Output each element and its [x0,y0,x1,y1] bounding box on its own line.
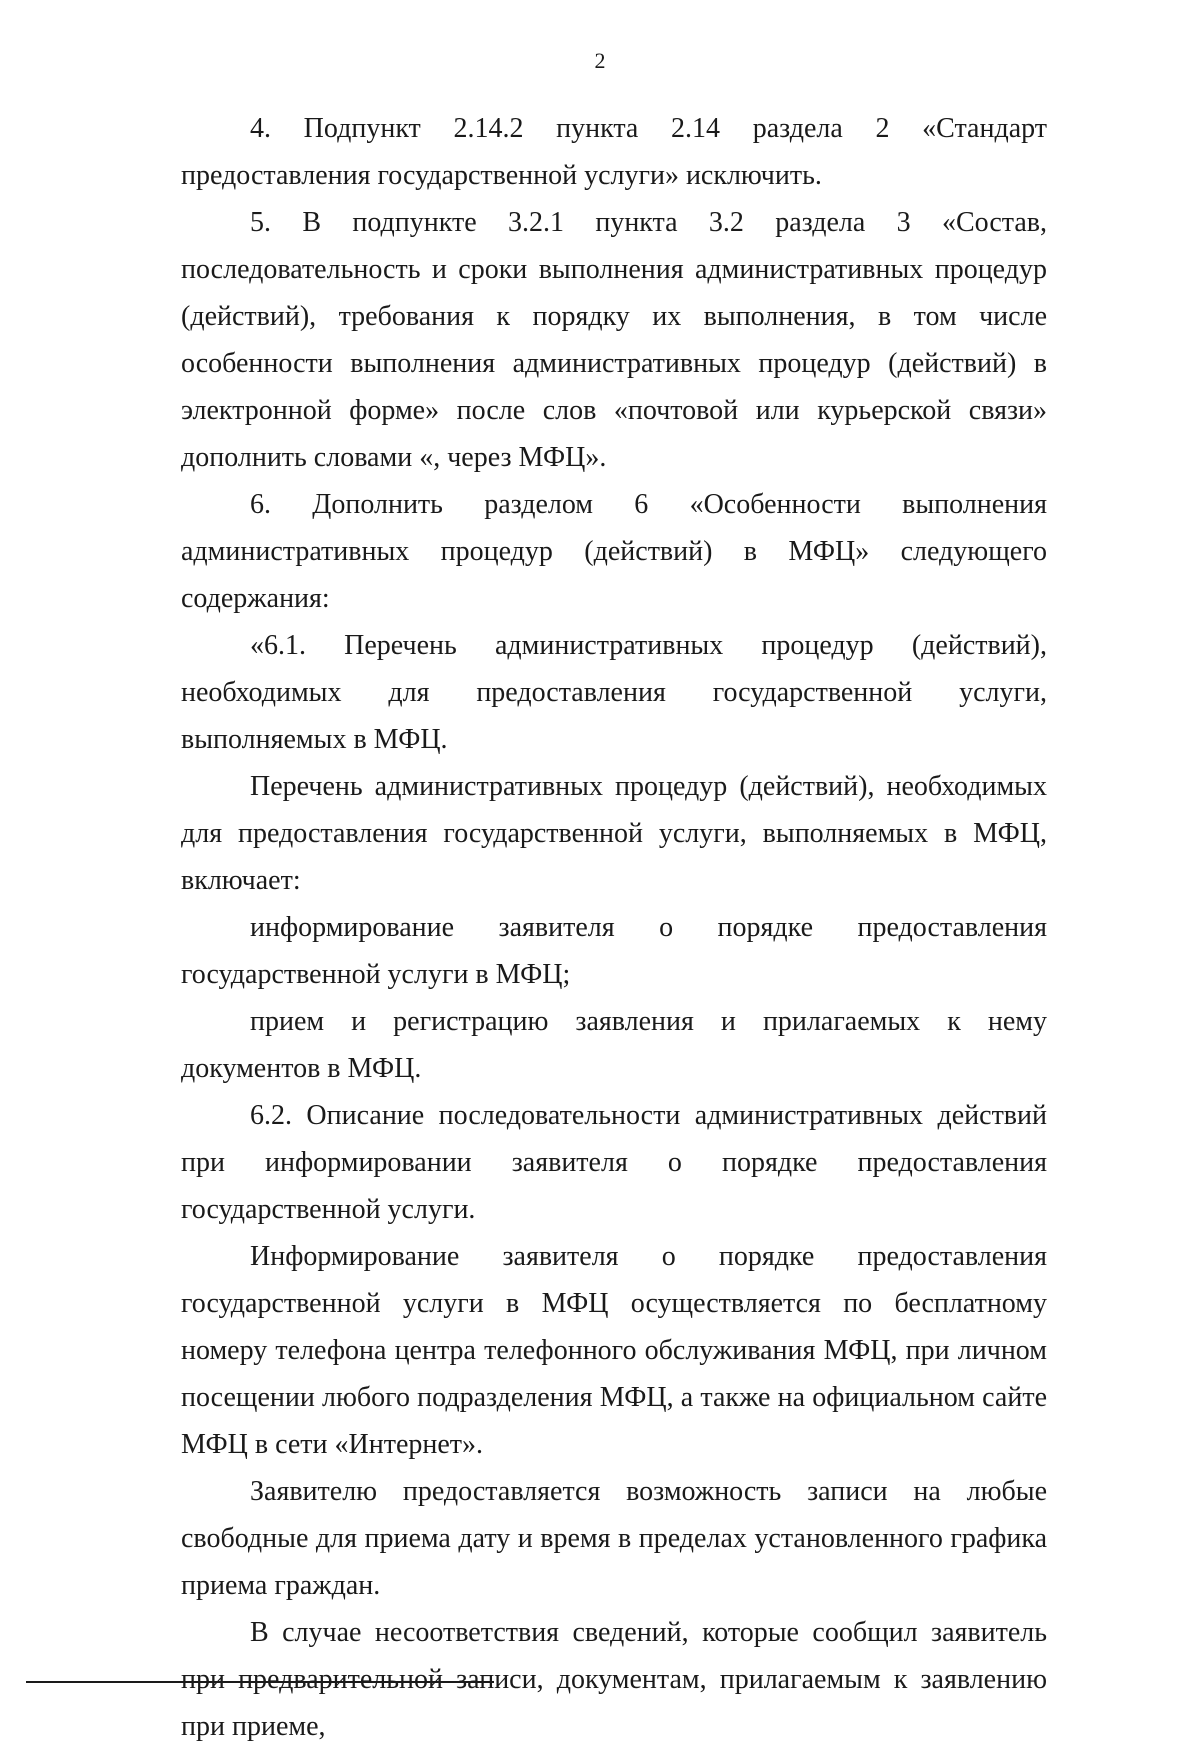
paragraph-item-6: 6. Дополнить разделом 6 «Особенности выполнения административных процедур (действий) в МФЦ» следующего содержания: [181,489,1047,614]
list-item-informing: информирование заявителя о порядке предоставления государственной услуги в МФЦ; [181,912,1047,990]
paragraph-6-2-title: 6.2. Описание последовательности административных действий при информировании заявителя о порядке предоставления государственной услуги. [181,1100,1047,1225]
page-number: 2 [594,48,606,73]
paragraph-item-4: 4. Подпункт 2.14.2 пункта 2.14 раздела 2 «Стандарт предоставления государственной услуги» исключить. [181,113,1047,191]
paragraph-informing-details: Информирование заявителя о порядке предоставления государственной услуги в МФЦ осуществляется по бесплатному номеру телефона центра телефонного обслуживания МФЦ, при личном посещении любого подразделения МФЦ, а также на официальном сайте МФЦ в сети «Интернет». [181,1241,1047,1460]
list-item-reception: прием и регистрацию заявления и прилагаемых к нему документов в МФЦ. [181,1006,1047,1084]
paragraph-item-5: 5. В подпункте 3.2.1 пункта 3.2 раздела 3 «Состав, последовательность и сроки выполнения административных процедур (действий), требования к порядку их выполнения, в том числе особенности выполнения административных процедур (действий) в электронной форме» после слов «почтовой или курьерской связи» дополнить словами «, через МФЦ». [181,207,1047,473]
footnote-separator-line [26,1681,494,1683]
document-body [181,105,1047,1750]
paragraph-mismatch: В случае несоответствия сведений, которые сообщил заявитель при предварительной записи, документам, прилагаемым к заявлению при приеме, [181,1617,1047,1742]
paragraph-6-1-title: «6.1. Перечень административных процедур (действий), необходимых для предоставления государственной услуги, выполняемых в МФЦ. [181,630,1047,755]
paragraph-procedures-list-intro: Перечень административных процедур (действий), необходимых для предоставления государственной услуги, выполняемых в МФЦ, включает: [181,771,1047,896]
paragraph-appointment: Заявителю предоставляется возможность записи на любые свободные для приема дату и время в пределах установленного графика приема граждан. [181,1476,1047,1601]
